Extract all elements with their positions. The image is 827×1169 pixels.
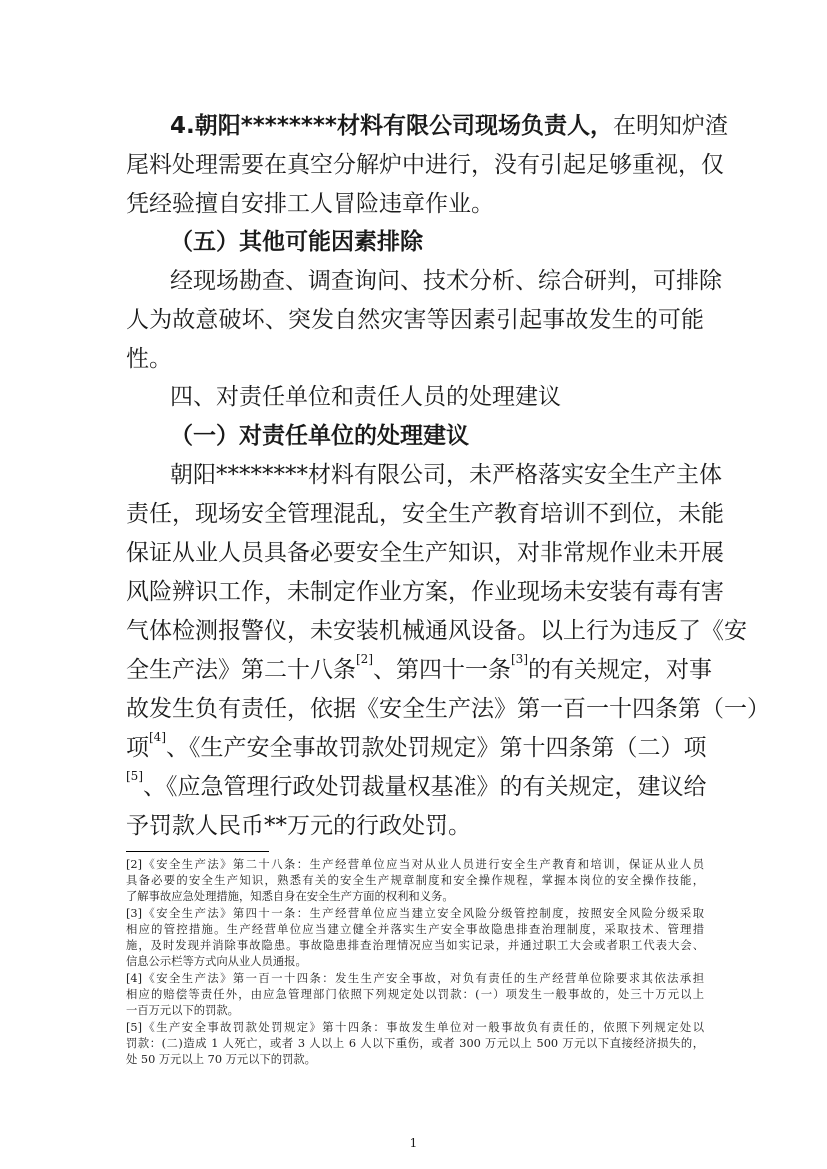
paragraph-line: 经现场勘查、调查询问、技术分析、综合研判，可排除 (170, 268, 722, 294)
paragraph-line: 凭经验擅自安排工人冒险违章作业。 (126, 191, 494, 217)
footnote-line: 一百万元以下的罚款。 (126, 1004, 239, 1017)
footnote-ref[interactable]: [5] (126, 769, 143, 783)
paragraph-line: 尾料处理需要在真空分解炉中进行，没有引起足够重视，仅 (126, 152, 724, 178)
chapter-heading-4: 四、对责任单位和责任人员的处理建议 (170, 384, 561, 410)
footnote-line: 处 50 万元以上 70 万元以下的罚款。 (126, 1053, 316, 1066)
footnote-line: 了解事故应急处理措施，知悉自身在安全生产方面的权利和义务。 (126, 890, 454, 903)
page-number: 1 (409, 1136, 418, 1150)
footnote-separator (126, 851, 269, 852)
footnote-line: 信息公示栏等方式向从业人员通报。 (126, 955, 307, 968)
paragraph-line (126, 730, 707, 763)
paragraph-line: 人为故意破坏、突发自然灾害等因素引起事故发生的可能 (126, 307, 704, 333)
section-heading-5: （五）其他可能因素排除 (170, 229, 423, 255)
paragraph-line: 性。 (126, 346, 172, 372)
paragraph-line: 责任，现场安全管理混乱，安全生产教育培训不到位，未能 (126, 501, 724, 527)
responsible-person-heading: 4.朝阳********材料有限公司现场负责人， (170, 113, 613, 139)
paragraph-line: 故发生负有责任，依据《安全生产法》第一百一十四条第（一） (126, 696, 770, 722)
paragraph-text: 、第四十一条 (373, 657, 511, 683)
footnote-line: 具备必要的安全生产知识，熟悉有关的安全生产规章制度和安全操作规程，掌握本岗位的安全操作技能， (126, 874, 704, 887)
paragraph-text: 的有关规定，对事 (528, 657, 712, 683)
paragraph-line: 气体检测报警仪，未安装机械通风设备。以上行为违反了《安 (126, 618, 747, 644)
paragraph-line (170, 111, 728, 141)
footnote-ref[interactable]: [2] (356, 652, 373, 666)
footnote-line: [5]《生产安全事故罚款处罚规定》第十四条：事故发生单位对一般事故负有责任的，依照下列规定处以 (126, 1021, 704, 1034)
footnote-line: [2]《安全生产法》第二十八条：生产经营单位应当对从业人员进行安全生产教育和培训，保证从业人员 (126, 858, 704, 871)
paragraph-line: 朝阳********材料有限公司，未严格落实安全生产主体 (170, 462, 722, 488)
footnote-line: 罚款：(二)造成 1 人死亡，或者 3 人以上 6 人以下重伤，或者 300 万元以上 500 万元以下直接经济损失的， (126, 1037, 704, 1050)
footnote-line: 相应的管控措施。生产经营单位应当建立健全并落实生产安全事故隐患排查治理制度，采取技术、管理措 (126, 923, 704, 936)
paragraph-line (126, 769, 707, 802)
footnote-line: [3]《安全生产法》第四十一条：生产经营单位应当建立安全风险分级管控制度，按照安全风险分级采取 (126, 907, 704, 920)
paragraph-text: 全生产法》第二十八条 (126, 657, 356, 683)
paragraph-text: 、《生产安全事故罚款处罚规定》第十四条第（二）项 (166, 735, 707, 761)
footnote-line: [4]《安全生产法》第一百一十四条：发生生产安全事故，对负有责任的生产经营单位除要求其依法承担 (126, 972, 704, 985)
paragraph-text: 、《应急管理行政处罚裁量权基准》的有关规定，建议给 (143, 774, 707, 800)
paragraph-line: 保证从业人员具备必要安全生产知识，对非常规作业未开展 (126, 540, 724, 566)
paragraph-line: 予罚款人民币**万元的行政处罚。 (126, 813, 471, 839)
paragraph-text: 项 (126, 735, 149, 761)
section-heading-1: （一）对责任单位的处理建议 (170, 423, 469, 449)
footnote-line: 相应的赔偿等责任外，由应急管理部门依照下列规定处以罚款：(一）项发生一般事故的，处三十万元以上 (126, 988, 704, 1001)
footnote-ref[interactable]: [3] (511, 652, 528, 666)
paragraph-line: 风险辨识工作，未制定作业方案，作业现场未安装有毒有害 (126, 579, 724, 605)
footnote-line: 施，及时发现并消除事故隐患。事故隐患排查治理情况应当如实记录，并通过职工大会或者职工代表大会、 (126, 939, 704, 952)
footnote-ref[interactable]: [4] (149, 730, 166, 744)
paragraph-line (126, 652, 712, 685)
paragraph-text: 在明知炉渣 (612, 113, 728, 139)
